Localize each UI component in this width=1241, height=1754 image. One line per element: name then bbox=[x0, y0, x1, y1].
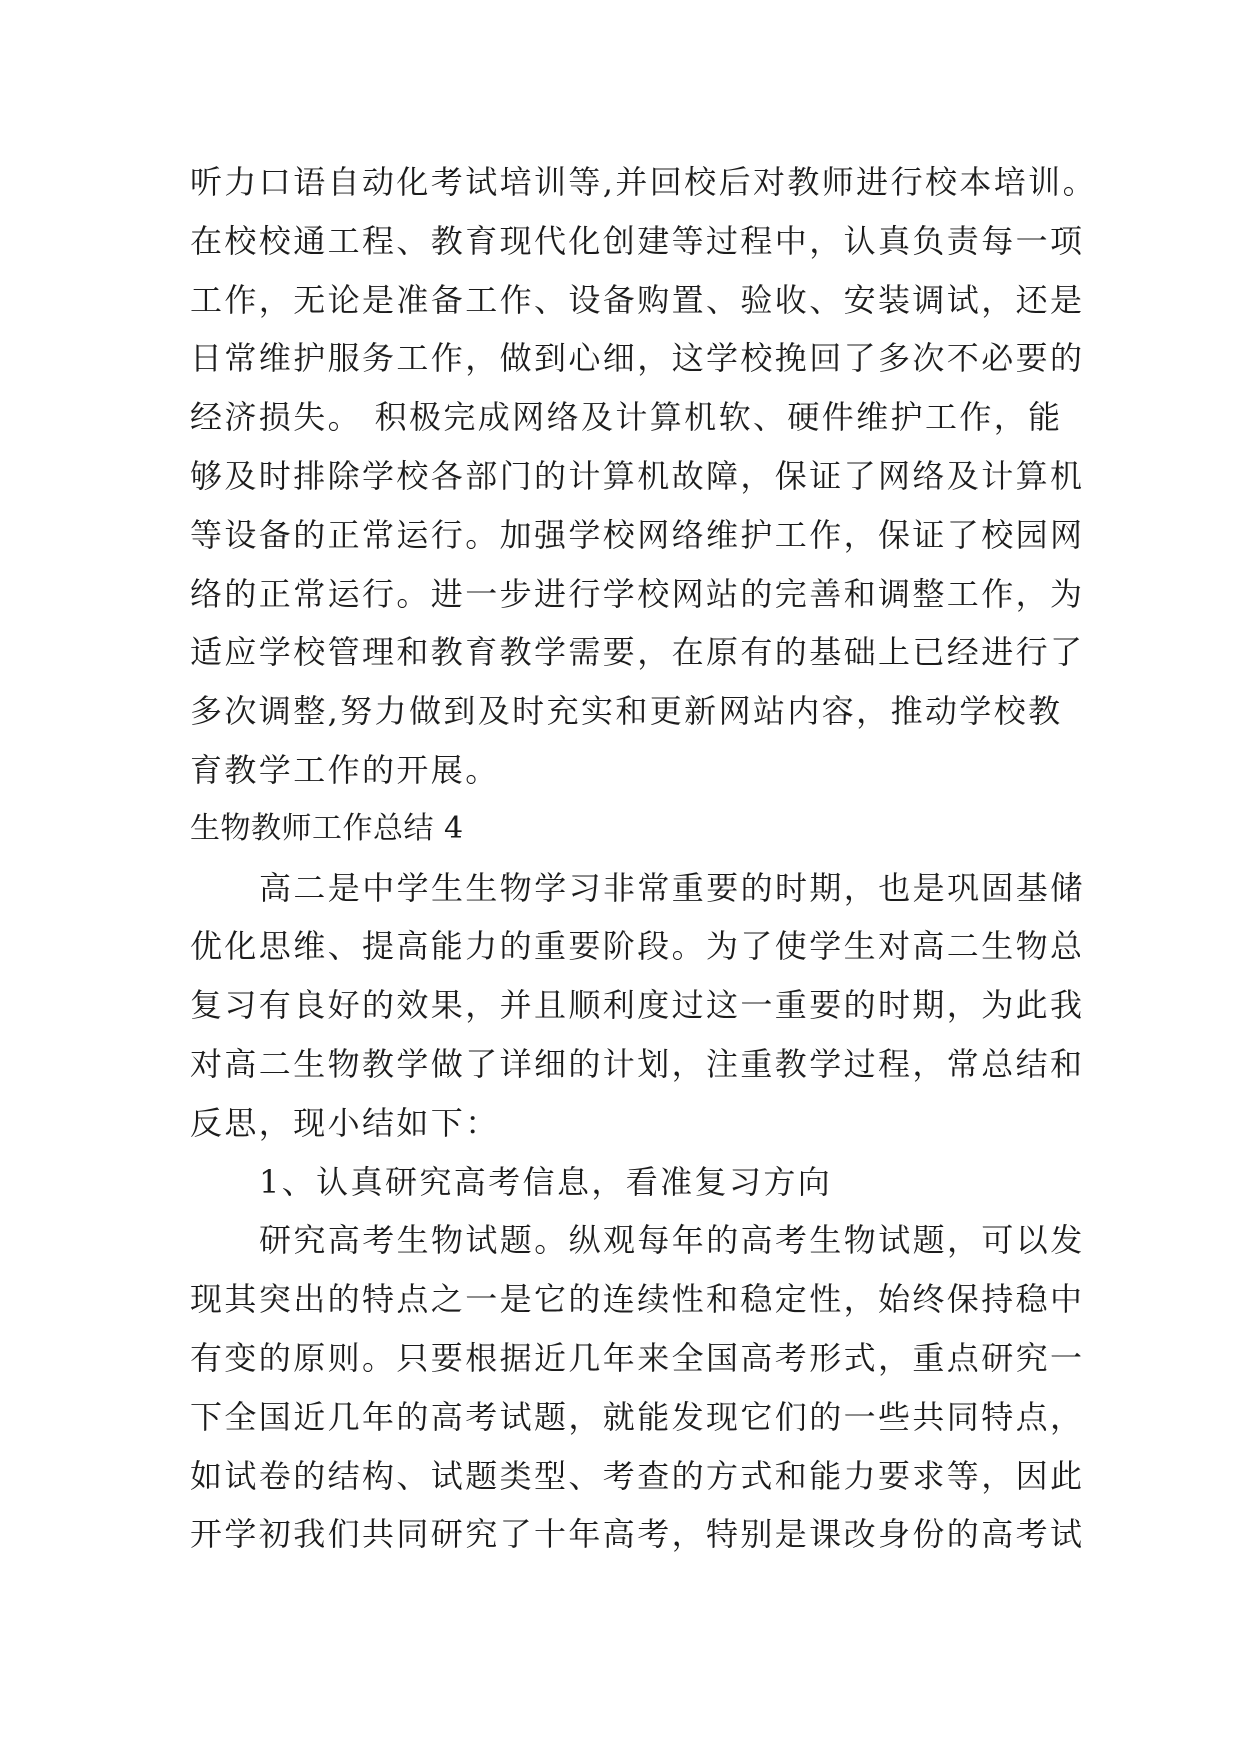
text-line: 反思，现小结如下： bbox=[190, 1103, 500, 1142]
text-line: 多次调整,努力做到及时充实和更新网站内容，推动学校教 bbox=[190, 692, 1063, 731]
text-line: 日常维护服务工作，做到心细，这学校挽回了多次不必要的 bbox=[190, 339, 1085, 378]
text-line: 有变的原则。只要根据近几年来全国高考形式，重点研究一 bbox=[190, 1338, 1085, 1377]
text-line: 开学初我们共同研究了十年高考，特别是课改身份的高考试 bbox=[190, 1515, 1085, 1554]
text-line: 够及时排除学校各部门的计算机故障，保证了网络及计算机 bbox=[190, 456, 1085, 495]
text-line: 等设备的正常运行。加强学校网络维护工作，保证了校园网 bbox=[190, 515, 1085, 554]
text-line: 复习有良好的效果，并且顺利度过这一重要的时期，为此我 bbox=[190, 986, 1085, 1025]
section-title: 生物教师工作总结 4 bbox=[190, 810, 464, 846]
continued-paragraph bbox=[190, 153, 1190, 800]
text-line: 现其突出的特点之一是它的连续性和稳定性，始终保持稳中 bbox=[190, 1280, 1085, 1319]
text-line: 络的正常运行。进一步进行学校网站的完善和调整工作，为 bbox=[190, 574, 1085, 613]
text-line: 在校校通工程、教育现代化创建等过程中，认真负责每一项 bbox=[190, 221, 1085, 260]
text-line: 下全国近几年的高考试题，就能发现它们的一些共同特点， bbox=[190, 1397, 1085, 1436]
point-1-paragraph bbox=[190, 1211, 1190, 1564]
text-line: 研究高考生物试题。纵观每年的高考生物试题，可以发 bbox=[259, 1221, 1085, 1260]
document-page bbox=[190, 153, 1190, 1564]
text-line: 如试卷的结构、试题类型、考查的方式和能力要求等，因此 bbox=[190, 1456, 1085, 1495]
text-line: 工作，无论是准备工作、设备购置、验收、安装调试，还是 bbox=[190, 280, 1085, 319]
intro-paragraph bbox=[190, 859, 1190, 1153]
text-line: 育教学工作的开展。 bbox=[190, 750, 500, 789]
text-line: 对高二生物教学做了详细的计划，注重教学过程，常总结和 bbox=[190, 1044, 1085, 1083]
text-line: 高二是中学生生物学习非常重要的时期，也是巩固基储 bbox=[259, 868, 1085, 907]
text-line: 经济损失。 积极完成网络及计算机软、硬件维护工作，能 bbox=[190, 398, 1063, 437]
text-line: 适应学校管理和教育教学需要，在原有的基础上已经进行了 bbox=[190, 633, 1085, 672]
text-line: 听力口语自动化考试培训等,并回校后对教师进行校本培训。 bbox=[190, 163, 1097, 201]
point-1-heading: 1、认真研究高考信息，看准复习方向 bbox=[259, 1162, 833, 1201]
text-line: 优化思维、提高能力的重要阶段。为了使学生对高二生物总 bbox=[190, 927, 1085, 966]
